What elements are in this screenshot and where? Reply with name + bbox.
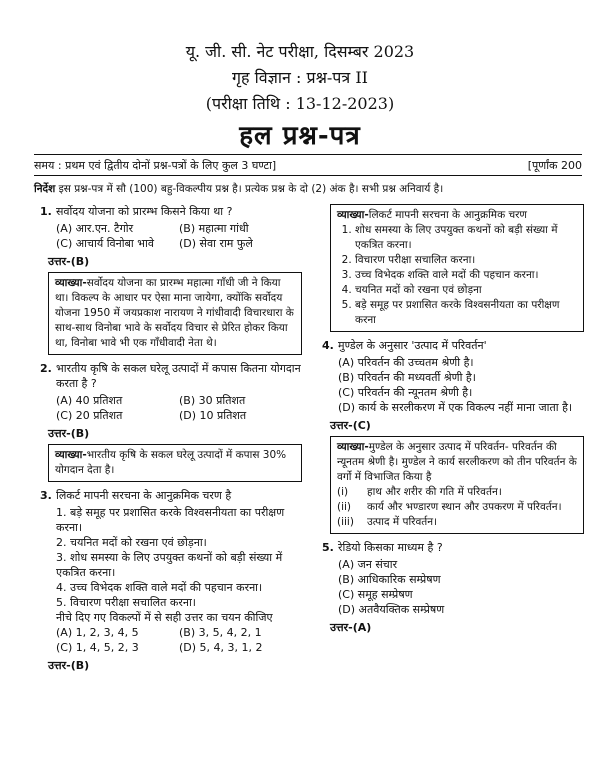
statement: 1. बड़े समूह पर प्रशासित करके विश्वसनीयता का परीक्षण करना।	[56, 506, 285, 534]
list-item: 5. बड़े समूह पर प्रशासित करके विश्वसनीयता का परीक्षण करना	[355, 298, 577, 328]
q3-statements	[40, 505, 302, 625]
explanation-list	[337, 223, 577, 328]
question-5	[322, 540, 584, 555]
explanation-label: व्याख्या-	[55, 277, 87, 289]
question-text: मुण्डेल के अनुसार 'उत्पाद में परिवर्तन'	[338, 339, 487, 352]
list-marker: (iii)	[337, 516, 354, 528]
q5-options	[322, 557, 584, 617]
list-item: 3. उच्च विभेदक शक्ति वाले मदों की पहचान करना।	[355, 268, 577, 283]
question-1	[40, 204, 302, 219]
option: (C) 20 प्रतिशत	[56, 409, 123, 422]
answer: उत्तर-(B)	[48, 427, 90, 440]
page-heading: हल प्रश्न-पत्र	[239, 121, 361, 151]
list-item	[337, 515, 577, 530]
question-3	[40, 488, 302, 503]
question-4	[322, 338, 584, 353]
explanation-text: मुण्डेल के अनुसार उत्पाद में परिवर्तन- परिवर्तन की न्यूनतम श्रेणी है। मुण्डेल ने कार्य सरलीकरण को तीन परिवर्तन के वर्गो में विभाजित किया है	[337, 441, 577, 483]
option: (B) आधिकारिक सम्प्रेषण	[338, 573, 441, 586]
exam-title-line: यू. जी. सी. नेट परीक्षा, दिसम्बर 2023	[185, 42, 415, 61]
question-2	[40, 361, 302, 391]
question-number: 4.	[322, 339, 334, 352]
answer: उत्तर-(A)	[330, 621, 372, 634]
question-number: 1.	[40, 205, 52, 218]
list-item	[337, 500, 577, 515]
list-marker: (i)	[337, 486, 349, 498]
list-item: 2. विचारण परीक्षा सचालित करना।	[355, 253, 577, 268]
question-number: 5.	[322, 541, 334, 554]
statement: 3. शोध समस्या के लिए उपयुक्त कथनों को बड़ी संख्या में एकत्रित करना।	[56, 551, 283, 579]
list-marker: (ii)	[337, 501, 352, 513]
statement: 5. विचारण परीक्षा सचालित करना।	[56, 596, 196, 609]
option: (A) 40 प्रतिशत	[56, 394, 123, 407]
option: (A) परिवर्तन की उच्चतम श्रेणी है।	[338, 356, 474, 369]
answer: उत्तर-(B)	[48, 659, 90, 672]
option: (A) आर.एन. टैगोर	[56, 222, 134, 235]
option: (B) महात्मा गांधी	[179, 222, 249, 235]
question-text: लिकर्ट मापनी सरचना के आनुक्रमिक चरण है	[56, 489, 232, 502]
question-number: 2.	[40, 362, 52, 375]
explanation-box	[48, 272, 302, 355]
right-column	[322, 204, 584, 638]
time-info: समय : प्रथम एवं द्वितीय दोनों प्रश्न-पत्रों के लिए कुल 3 घण्टा]	[34, 159, 277, 172]
option: (D) 5, 4, 3, 1, 2	[179, 641, 263, 654]
explanation-label: व्याख्या-	[337, 441, 369, 453]
option: (C) परिवर्तन की न्यूनतम श्रेणी है।	[338, 386, 473, 399]
marks-info: [पूर्णांक 200	[527, 159, 582, 172]
top-divider	[34, 154, 582, 155]
explanation-box	[48, 444, 302, 482]
option: (D) कार्य के सरलीकरण में एक विकल्प नहीं माना जाता है।	[338, 401, 573, 414]
explanation-title: लिकर्ट मापनी सरचना के आनुक्रमिक चरण	[368, 209, 528, 221]
answer: उत्तर-(B)	[48, 255, 90, 268]
list-text: हाथ और शरीर की गति में परिवर्तन।	[367, 486, 502, 498]
list-text: कार्य और भण्डारण स्थान और उपकरण में परिवर्तन।	[367, 501, 562, 513]
statement: 2. चयनित मदों को रखना एवं छोड़ना।	[56, 536, 207, 549]
option: (D) सेवा राम फुले	[179, 237, 253, 250]
info-divider	[34, 175, 582, 176]
question-text: भारतीय कृषि के सकल घरेलू उत्पादों में कपास कितना योगदान करता है ?	[56, 362, 301, 390]
q1-options	[40, 221, 302, 251]
info-line	[34, 158, 582, 173]
list-item	[337, 485, 577, 500]
explanation-text: सर्वोदय योजना का प्रारम्भ महात्मा गाँधी जी ने किया था। विकल्प के आधार पर ऐसा माना जायेगा, क्योंकि सर्वोदय योजना 1950 में जयप्रकाश नारायण ने गांधीवादी विचारधारा के साथ-साथ विनोबा भावे के सर्वोदय विचार से प्रेरित होकर किया था, विनोबा भावे भी एक गाँधीवादी नेता थे।	[55, 277, 294, 349]
statement: 4. उच्च विभेदक शक्ति वाले मदों की पहचान करना।	[56, 581, 263, 594]
q2-options	[40, 393, 302, 423]
list-text: उत्पाद में परिवर्तन।	[367, 516, 438, 528]
question-text: सर्वोदय योजना को प्रारम्भ किसने किया था ?	[56, 205, 233, 218]
q3-options	[40, 625, 302, 655]
list-item: 1. शोध समस्या के लिए उपयुक्त कथनों को बड़ी संख्या में एकत्रित करना।	[355, 223, 577, 253]
exam-date-line: (परीक्षा तिथि : 13-12-2023)	[205, 94, 395, 113]
subject-line: गृह विज्ञान : प्रश्न-पत्र II	[232, 68, 368, 87]
explanation-box	[330, 436, 584, 534]
option: (C) 1, 4, 5, 2, 3	[56, 641, 139, 654]
instructions-label: निर्देश	[34, 183, 56, 195]
explanation-text: भारतीय कृषि के सकल घरेलू उत्पादों में कपास 30% योगदान देता है।	[55, 449, 287, 476]
question-text: रेडियो किसका माध्यम है ?	[338, 541, 443, 554]
option: (B) परिवर्तन की मध्यवर्ती श्रेणी है।	[338, 371, 476, 384]
option: (D) अतवैयक्तिक सम्प्रेषण	[338, 603, 445, 616]
instructions	[34, 182, 582, 196]
explanation-label: व्याख्या-	[55, 449, 87, 461]
option: (C) समूह सम्प्रेषण	[338, 588, 413, 601]
answer: उत्तर-(C)	[330, 419, 371, 432]
q4-options	[322, 355, 584, 415]
option: (D) 10 प्रतिशत	[179, 409, 247, 422]
list-item: 4. चयनित मदों को रखना एवं छोड़ना	[355, 283, 577, 298]
explanation-box	[330, 204, 584, 332]
option: (C) आचार्य विनोबा भावे	[56, 237, 154, 250]
choose-instruction: नीचे दिए गए विकल्पों में से सही उत्तर का चयन कीजिए	[56, 611, 273, 624]
explanation-label: व्याख्या-	[337, 209, 369, 221]
option: (A) 1, 2, 3, 4, 5	[56, 626, 139, 639]
question-number: 3.	[40, 489, 52, 502]
left-column	[40, 204, 302, 676]
option: (B) 30 प्रतिशत	[179, 394, 246, 407]
option: (A) जन संचार	[338, 558, 398, 571]
option: (B) 3, 5, 4, 2, 1	[179, 626, 262, 639]
instructions-text: इस प्रश्न-पत्र में सौ (100) बहु-विकल्पीय प्रश्न है। प्रत्येक प्रश्न के दो (2) अंक है। सभी प्रश्न अनिवार्य है।	[55, 183, 444, 195]
